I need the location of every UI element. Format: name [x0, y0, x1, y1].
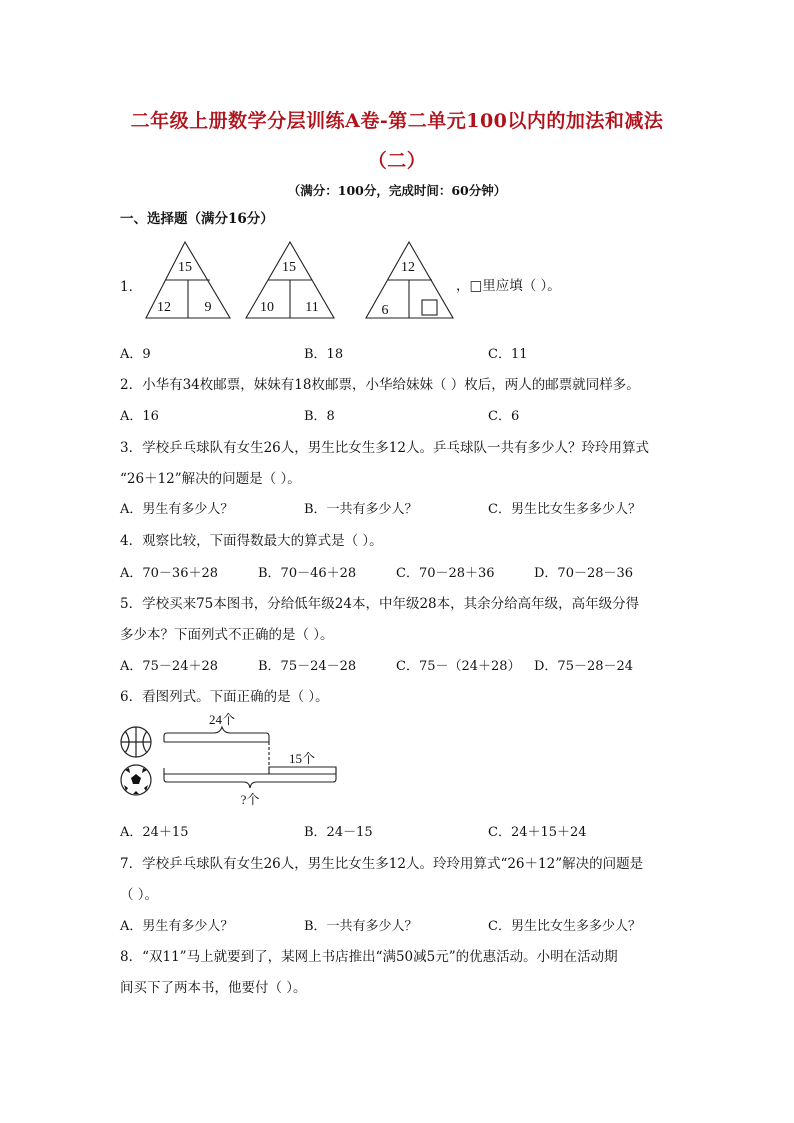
triangle-3-top: 12 — [401, 260, 415, 275]
section-heading: 一、选择题（满分16分） — [120, 211, 274, 227]
question-text: 2．小华有34枚邮票，妹妹有18枚邮票，小华给妹妹（ ）枚后，两人的邮票就同样多。 — [120, 377, 640, 393]
question-text: 4．观察比较，下面得数最大的算式是（ ）。 — [120, 533, 383, 549]
basketball-icon — [121, 727, 151, 757]
question-text: 3．学校乒乓球队有女生26人，男生比女生多12人。乒乓球队一共有多少人？玲玲用算式 — [120, 440, 649, 456]
option-b[interactable]: B．75－24－28 — [258, 659, 357, 674]
triangle-2-top: 15 — [282, 260, 296, 275]
option-c[interactable]: C．75－（24＋28） — [396, 659, 521, 674]
option-a[interactable]: A．70－36＋28 — [120, 566, 219, 581]
soccer-bar-ends — [164, 768, 336, 774]
option-a[interactable]: A．男生有多少人？ — [120, 919, 234, 934]
option-c[interactable]: C．男生比女生多多少人？ — [488, 502, 641, 517]
number-triangles-figure — [140, 238, 460, 324]
option-c[interactable]: C．男生比女生多多少人？ — [488, 919, 641, 934]
option-c[interactable]: C．24＋15＋24 — [488, 825, 587, 840]
option-b[interactable]: B．8 — [304, 409, 335, 424]
page-title: 二年级上册数学分层训练A卷-第二单元100以内的加法和减法 — [130, 110, 664, 132]
option-c[interactable]: C．6 — [488, 409, 520, 424]
soccer-ball-icon — [121, 765, 151, 795]
option-d[interactable]: D．75－28－24 — [534, 659, 634, 674]
triangle-2-right: 11 — [305, 300, 319, 315]
option-b[interactable]: B．一共有多少人？ — [304, 919, 418, 934]
option-a[interactable]: A．9 — [120, 347, 151, 362]
option-a[interactable]: A．16 — [120, 409, 159, 424]
question-text: 8．“双11”马上就要到了，某网上书店推出“满50减5元”的优惠活动。小明在活动期 — [120, 949, 618, 965]
question-text: 6．看图列式。下面正确的是（ ）。 — [120, 689, 329, 705]
triangle-1-left: 12 — [157, 300, 171, 315]
triangle-1-right: 9 — [204, 300, 212, 315]
option-b[interactable]: B．18 — [304, 347, 344, 362]
option-b[interactable]: B．70－46＋28 — [258, 566, 357, 581]
question-text: “26＋12”解决的问题是（ ）。 — [120, 471, 301, 487]
total-bracket — [164, 774, 336, 788]
label-24: 24个 — [208, 712, 236, 727]
basketball-bracket — [164, 727, 269, 742]
option-a[interactable]: A．24＋15 — [120, 825, 189, 840]
label-15: 15个 — [288, 751, 316, 766]
exam-meta: （满分：100分，完成时间：60分钟） — [287, 183, 507, 198]
option-c[interactable]: C．11 — [488, 347, 528, 362]
option-d[interactable]: D．70－28－36 — [534, 566, 634, 581]
option-a[interactable]: A．男生有多少人？ — [120, 502, 234, 517]
page-title-line2: （二） — [367, 150, 427, 172]
option-a[interactable]: A．75－24＋28 — [120, 659, 219, 674]
question-text: 间买下了两本书，他要付（ ）。 — [120, 980, 307, 996]
option-b[interactable]: B．一共有多少人？ — [304, 502, 418, 517]
question-text: ，□里应填（ ）。 — [456, 278, 561, 294]
question-text: （ ）。 — [120, 887, 159, 903]
question-text: 多少本？下面列式不正确的是（ ）。 — [120, 627, 334, 643]
question-number: 1． — [120, 279, 143, 295]
answer-box — [422, 300, 437, 315]
triangle-1-top: 15 — [178, 260, 192, 275]
triangle-2-left: 10 — [260, 300, 274, 315]
option-c[interactable]: C．70－28＋36 — [396, 566, 495, 581]
question-text: 7．学校乒乓球队有女生26人，男生比女生多12人。玲玲用算式“26＋12”解决的问题是 — [120, 856, 644, 872]
triangle-3-left: 6 — [381, 303, 389, 318]
option-b[interactable]: B．24－15 — [304, 825, 373, 840]
line-diagram-figure — [116, 712, 346, 812]
question-text: 5．学校买来75本图书，分给低年级24本，中年级28本，其余分给高年级，高年级分得 — [120, 596, 640, 612]
label-total: ?个 — [240, 792, 260, 807]
difference-bracket — [269, 767, 336, 774]
